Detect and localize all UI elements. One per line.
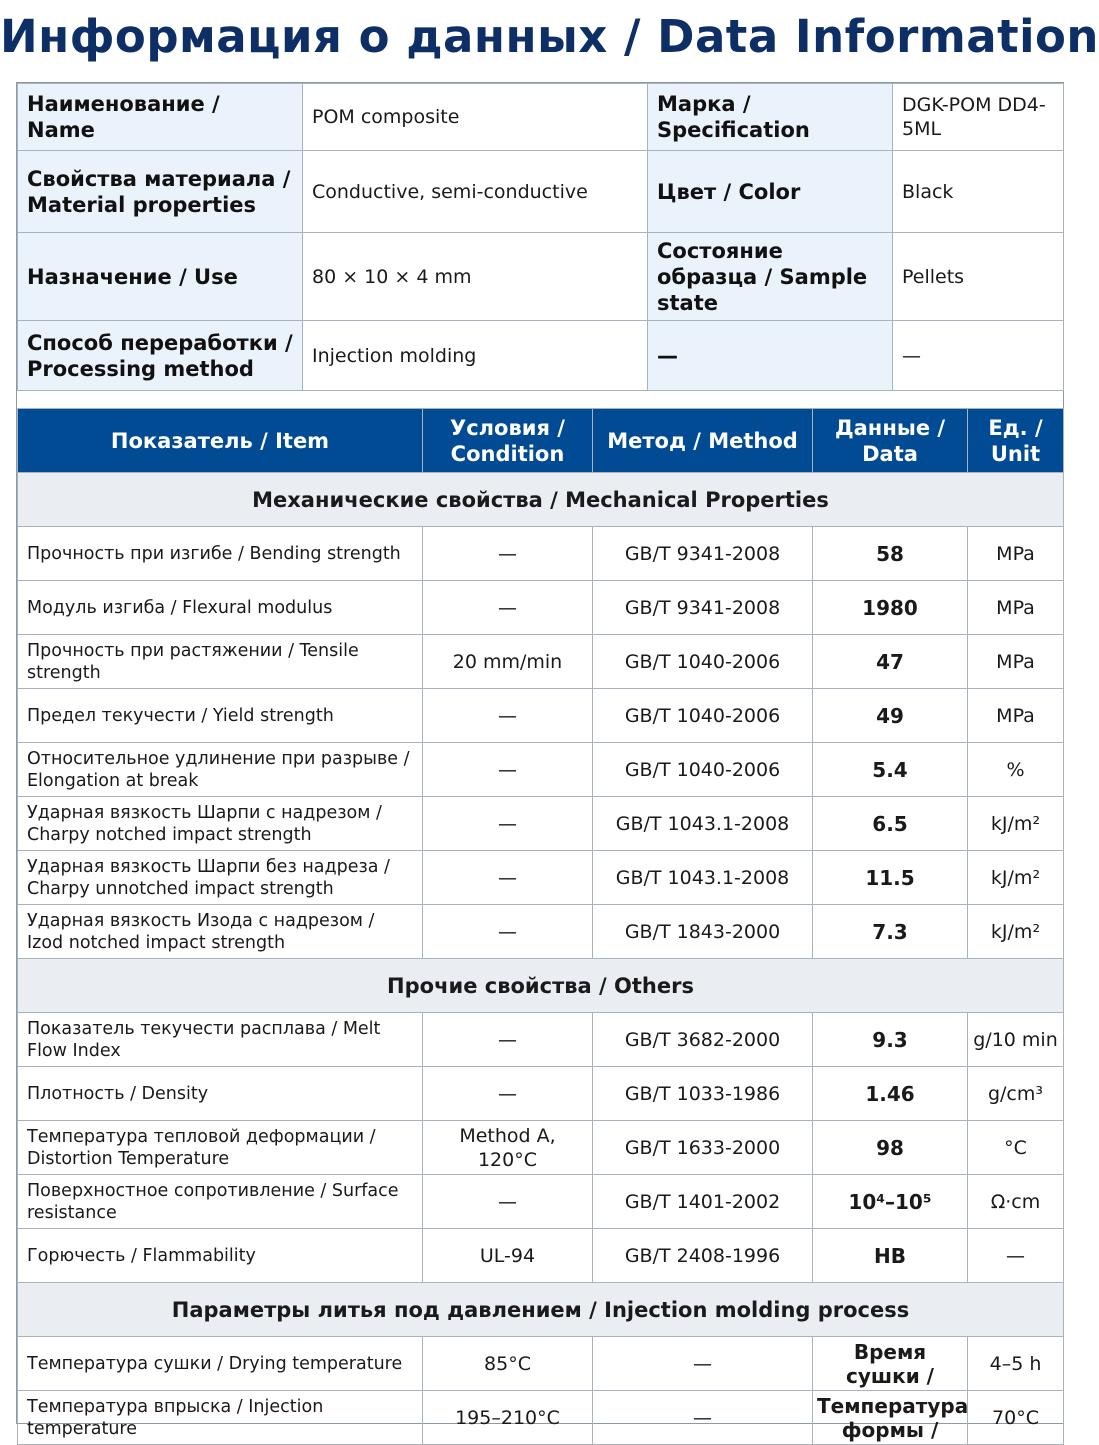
info-label: Цвет / Color: [648, 151, 893, 233]
cell-item: Температура тепловой деформации / Distortion Temperature: [18, 1121, 423, 1175]
cell-method: GB/T 1401-2002: [593, 1175, 813, 1229]
info-label: Способ переработки / Processing method: [18, 321, 303, 391]
section-row: [18, 473, 1064, 527]
datasheet: [16, 82, 1064, 1442]
cell-condition: 85°C: [423, 1337, 593, 1391]
cell-unit: MPa: [968, 581, 1064, 635]
cell-method: —: [593, 1391, 813, 1445]
cell-unit: Ω·cm: [968, 1175, 1064, 1229]
info-value: Pellets: [893, 233, 1064, 321]
cell-data: HB: [813, 1229, 968, 1283]
cell-data: 6.5: [813, 797, 968, 851]
info-label: Марка / Specification: [648, 84, 893, 151]
cell-data: Время сушки /: [813, 1337, 968, 1391]
cell-unit: kJ/m²: [968, 797, 1064, 851]
cell-method: GB/T 1843-2000: [593, 905, 813, 959]
cell-item: Модуль изгиба / Flexural modulus: [18, 581, 423, 635]
info-row: [18, 321, 1064, 391]
cell-method: GB/T 2408-1996: [593, 1229, 813, 1283]
section-title: Механические свойства / Mechanical Properties: [18, 473, 1064, 527]
cell-condition: —: [423, 743, 593, 797]
cell-item: Температура сушки / Drying temperature: [18, 1337, 423, 1391]
cell-data: 47: [813, 635, 968, 689]
cell-data: 10⁴–10⁵: [813, 1175, 968, 1229]
cell-method: GB/T 1043.1-2008: [593, 797, 813, 851]
table-row: [18, 851, 1064, 905]
cell-item: Поверхностное сопротивление / Surface resistance: [18, 1175, 423, 1229]
info-label: —: [648, 321, 893, 391]
table-row: [18, 581, 1064, 635]
cell-method: GB/T 9341-2008: [593, 581, 813, 635]
table-row: [18, 1175, 1064, 1229]
table-row: [18, 689, 1064, 743]
cell-condition: —: [423, 851, 593, 905]
cell-data: 7.3: [813, 905, 968, 959]
table-row: [18, 1121, 1064, 1175]
cell-item: Ударная вязкость Шарпи без надреза / Charpy unnotched impact strength: [18, 851, 423, 905]
cell-condition: 20 mm/min: [423, 635, 593, 689]
cell-condition: —: [423, 581, 593, 635]
cell-item: Горючесть / Flammability: [18, 1229, 423, 1283]
info-value: 80 × 10 × 4 mm: [303, 233, 648, 321]
info-label: Назначение / Use: [18, 233, 303, 321]
cell-unit: MPa: [968, 689, 1064, 743]
cell-condition: UL-94: [423, 1229, 593, 1283]
cell-data: 1980: [813, 581, 968, 635]
table-row: [18, 1067, 1064, 1121]
info-value: POM composite: [303, 84, 648, 151]
cell-condition: —: [423, 1013, 593, 1067]
header-item: Показатель / Item: [18, 409, 423, 473]
cell-unit: g/cm³: [968, 1067, 1064, 1121]
table-row: [18, 527, 1064, 581]
cell-data: Температура формы /: [813, 1391, 968, 1445]
cell-method: GB/T 1040-2006: [593, 689, 813, 743]
cell-condition: —: [423, 527, 593, 581]
info-value: DGK-POM DD4-5ML: [893, 84, 1064, 151]
section-row: [18, 959, 1064, 1013]
table-row: [18, 1337, 1064, 1391]
cell-data: 49: [813, 689, 968, 743]
cell-item: Плотность / Density: [18, 1067, 423, 1121]
info-value: Black: [893, 151, 1064, 233]
table-row: [18, 905, 1064, 959]
cell-unit: g/10 min: [968, 1013, 1064, 1067]
cell-unit: 70°C: [968, 1391, 1064, 1445]
cell-condition: —: [423, 1067, 593, 1121]
info-row: [18, 151, 1064, 233]
info-value: Conductive, semi-conductive: [303, 151, 648, 233]
header-data: Данные / Data: [813, 409, 968, 473]
cell-method: GB/T 1040-2006: [593, 743, 813, 797]
cell-data: 11.5: [813, 851, 968, 905]
section-row: [18, 1283, 1064, 1337]
cell-unit: kJ/m²: [968, 851, 1064, 905]
header-unit: Ед. / Unit: [968, 409, 1064, 473]
cell-item: Прочность при растяжении / Tensile strength: [18, 635, 423, 689]
cell-method: GB/T 1043.1-2008: [593, 851, 813, 905]
cell-item: Относительное удлинение при разрыве / Elongation at break: [18, 743, 423, 797]
table-row: [18, 635, 1064, 689]
info-row: [18, 84, 1064, 151]
header-condition: Условия / Condition: [423, 409, 593, 473]
cell-item: Ударная вязкость Шарпи с надрезом / Charpy notched impact strength: [18, 797, 423, 851]
table-row: [18, 797, 1064, 851]
cell-item: Ударная вязкость Изода с надрезом / Izod notched impact strength: [18, 905, 423, 959]
cell-condition: Method A, 120°C: [423, 1121, 593, 1175]
cell-item: Прочность при изгибе / Bending strength: [18, 527, 423, 581]
cell-unit: °C: [968, 1121, 1064, 1175]
cell-unit: MPa: [968, 635, 1064, 689]
page-title: Информация о данных / Data Information: [0, 10, 1099, 63]
table-row: [18, 1391, 1064, 1445]
cell-item: Предел текучести / Yield strength: [18, 689, 423, 743]
cell-item: Показатель текучести расплава / Melt Flow Index: [18, 1013, 423, 1067]
cell-condition: 195–210°C: [423, 1391, 593, 1445]
table-row: [18, 1013, 1064, 1067]
cell-unit: kJ/m²: [968, 905, 1064, 959]
cell-method: GB/T 1033-1986: [593, 1067, 813, 1121]
cell-unit: —: [968, 1229, 1064, 1283]
info-table: [17, 83, 1064, 391]
info-value: Injection molding: [303, 321, 648, 391]
cell-unit: %: [968, 743, 1064, 797]
section-title: Прочие свойства / Others: [18, 959, 1064, 1013]
header-method: Метод / Method: [593, 409, 813, 473]
cell-data: 5.4: [813, 743, 968, 797]
cell-data: 58: [813, 527, 968, 581]
table-row: [18, 1229, 1064, 1283]
cell-unit: MPa: [968, 527, 1064, 581]
section-title: Параметры литья под давлением / Injection molding process: [18, 1283, 1064, 1337]
table-row: [18, 743, 1064, 797]
cell-method: GB/T 3682-2000: [593, 1013, 813, 1067]
cell-condition: —: [423, 1175, 593, 1229]
cell-method: GB/T 1633-2000: [593, 1121, 813, 1175]
cell-condition: —: [423, 797, 593, 851]
cell-item: Температура впрыска / Injection temperature: [18, 1391, 423, 1445]
cell-condition: —: [423, 689, 593, 743]
cell-unit: 4–5 h: [968, 1337, 1064, 1391]
cell-method: GB/T 9341-2008: [593, 527, 813, 581]
cell-data: 98: [813, 1121, 968, 1175]
info-row: [18, 233, 1064, 321]
cell-condition: —: [423, 905, 593, 959]
info-label: Наименование / Name: [18, 84, 303, 151]
info-label: Свойства материала / Material properties: [18, 151, 303, 233]
cell-method: —: [593, 1337, 813, 1391]
cell-data: 1.46: [813, 1067, 968, 1121]
cell-data: 9.3: [813, 1013, 968, 1067]
properties-table: [17, 408, 1064, 1445]
info-value: —: [893, 321, 1064, 391]
info-label: Состояние образца / Sample state: [648, 233, 893, 321]
cell-method: GB/T 1040-2006: [593, 635, 813, 689]
table-header-row: [18, 409, 1064, 473]
